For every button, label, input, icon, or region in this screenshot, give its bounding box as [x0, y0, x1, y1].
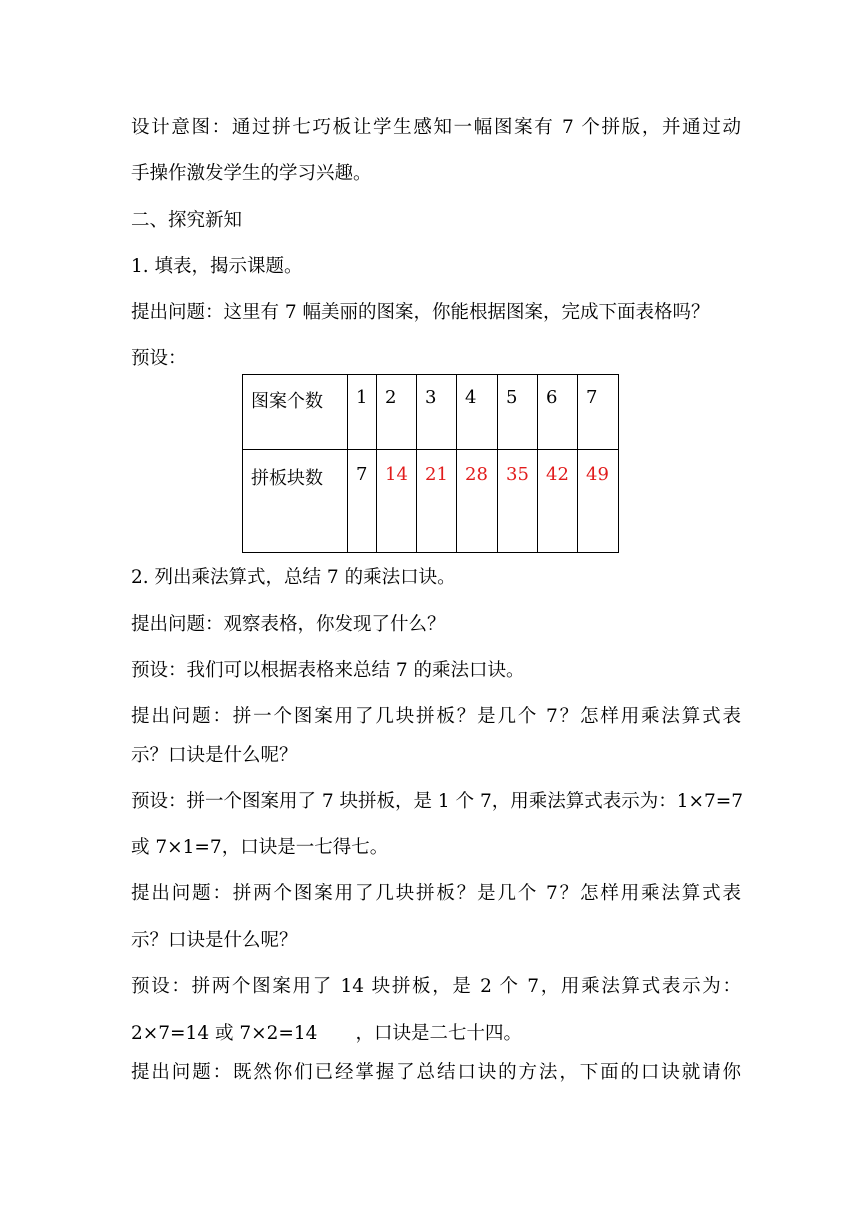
table-cell: 1: [348, 375, 377, 450]
answer-cell: 35: [498, 450, 538, 553]
mnemonic-text: ，口诀是二七十四。: [355, 1023, 522, 1044]
table-row: [243, 450, 619, 553]
preset-4-line-1: 预设：拼两个图案用了 14 块拼板，是 2 个 7，用乘法算式表示为：: [131, 976, 741, 997]
table-header-cell: 拼板块数: [243, 450, 348, 553]
answer-cell: 42: [538, 450, 578, 553]
question-4-line-2: 示？口诀是什么呢？: [131, 930, 298, 951]
answer-cell: 21: [417, 450, 457, 553]
question-4-line-1: 提出问题：拼两个图案用了几块拼板？是几个 7？怎样用乘法算式表: [131, 883, 741, 904]
formula-text: 2×7=14 或 7×2=14: [131, 1023, 318, 1044]
table-cell: 7: [348, 450, 377, 553]
preset-3-line-2: 或 7×1=7，口诀是一七得七。: [131, 837, 389, 858]
table-cell: 5: [498, 375, 538, 450]
table-row: [243, 375, 619, 450]
question-5-line-1: 提出问题：既然你们已经掌握了总结口诀的方法，下面的口诀就请你: [131, 1062, 741, 1083]
design-intent-line-1: 设计意图：通过拼七巧板让学生感知一幅图案有 7 个拼版，并通过动: [131, 117, 741, 138]
question-3-line-2: 示？口诀是什么呢？: [131, 745, 298, 766]
table-cell: 4: [457, 375, 498, 450]
step-2-heading: 2. 列出乘法算式，总结 7 的乘法口诀。: [131, 567, 456, 588]
table-header-cell: 图案个数: [243, 375, 348, 450]
table-cell: 2: [377, 375, 417, 450]
section-heading: 二、探究新知: [131, 210, 243, 231]
pattern-table: [242, 374, 619, 553]
question-2: 提出问题：观察表格，你发现了什么？: [131, 614, 446, 635]
preset-1-label: 预设：: [131, 348, 187, 369]
answer-cell: 49: [578, 450, 619, 553]
preset-3-line-1: 预设：拼一个图案用了 7 块拼板，是 1 个 7，用乘法算式表示为：1×7=7: [131, 791, 744, 812]
answer-cell: 28: [457, 450, 498, 553]
table-cell: 7: [578, 375, 619, 450]
preset-2: 预设：我们可以根据表格来总结 7 的乘法口诀。: [131, 660, 525, 681]
table-cell: 3: [417, 375, 457, 450]
design-intent-line-2: 手操作激发学生的学习兴趣。: [131, 163, 372, 184]
table-cell: 6: [538, 375, 578, 450]
preset-4-line-2: [131, 1021, 741, 1047]
question-1: 提出问题：这里有 7 幅美丽的图案，你能根据图案，完成下面表格吗？: [131, 302, 710, 323]
step-1-heading: 1. 填表，揭示课题。: [131, 256, 303, 277]
answer-cell: 14: [377, 450, 417, 553]
question-3-line-1: 提出问题：拼一个图案用了几块拼板？是几个 7？怎样用乘法算式表: [131, 706, 741, 727]
